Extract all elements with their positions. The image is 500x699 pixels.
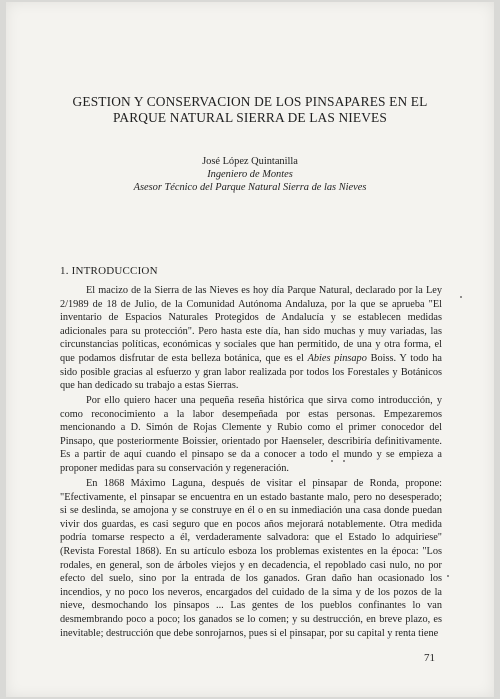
paragraph-2: Por ello quiero hacer una pequeña reseña histórica que sirva como introducción, y como reconocimiento a la labor desempeñada por estas personas. Empezaremos mencionando a D. Simón de Rojas Clemente y Rubio como el primer conocedor del Pinsapo, que posteriormente Boissier, orientado por Haenseler, describiría definitivamente. Es a partir de aquí cuando el pinsapo se da a conocer a todo el mundo y se empieza a proponer medidas para su conservación y regeneración.: [60, 395, 442, 474]
author-block: [0, 156, 500, 194]
scan-speck: [331, 460, 333, 462]
species-name: Abies pinsapo: [307, 352, 367, 364]
scan-speck: [447, 575, 449, 577]
author-role-2: Asesor Técnico del Parque Natural Sierra de las Nieves: [133, 181, 367, 193]
paragraph-1-text-b: Boiss. Y todo ha sido posible gracias al esfuerzo y gran labor realizada por todos los Forestales y Botánicos que han dedicado su trabajo a estas Sierras.: [60, 352, 442, 392]
paragraph-1-text-a: El macizo de la Sierra de las Nieves es hoy día Parque Natural, declarado por la Ley 2/1989 de 18 de Julio, de la Comunidad Autónoma Andaluza, por la que se aprueba "El inventario de Espacios Naturales Protegidos de Andalucía y se establecen medidas adicionales para su protección". Pero hasta este día, han sido muchas y muy variadas, las circunstancias políticas, económicas y sociales que han permitido, de una y otra forma, el que podamos disfrutar de esta belleza botánica, que es el: [60, 285, 442, 364]
scan-speck: [460, 296, 462, 298]
paragraph-1: [60, 284, 442, 393]
author-role-1: Ingeniero de Montes: [207, 168, 293, 180]
article-title: [0, 94, 500, 126]
page-number: 71: [424, 652, 435, 664]
paragraph-3: En 1868 Máximo Laguna, después de visitar el pinsapar de Ronda, propone: "Efectivamente, el pinsapar se encuentra en un estado bastante malo, pero no desesperado; si se deslinda, se amojona y se construye en él o en su inmediación una casa donde puedan vivir dos guardas, es casi seguro que en pocos años mejorará notablemente. Otra medida podría tomarse respecto a él, verdaderamente salvadora: que el Estado lo adquiriese" (Revista Forestal 1868). En su artículo esboza los problemas existentes en la época: "Los rodales, en general, son de árboles viejos y en decadencia, el repoblado casi nulo, no por efecto del suelo, sino por la entrada de los ganados. Gran daño han ocasionado los incendios, y no poco los neveros, encargados del cuidado de la sima y de los pozos de la nieve, desmochando los pinsapos ... Las gentes de los pueblos confinantes lo van desmembrando poco a poco; los ganados se lo comen; y su destrucción, en breve plazo, es inevitable; destrucción que debe sonrojarnos, pues si el pinsapar, por su capital y renta tiene: [60, 478, 442, 639]
author-name: José López Quintanilla: [202, 156, 298, 167]
title-line-1: GESTION Y CONSERVACION DE LOS PINSAPARES EN EL: [72, 94, 428, 109]
section-heading: 1. INTRODUCCION: [60, 265, 158, 277]
title-line-2: PARQUE NATURAL SIERRA DE LAS NIEVES: [113, 110, 387, 125]
scan-speck: [343, 460, 345, 462]
